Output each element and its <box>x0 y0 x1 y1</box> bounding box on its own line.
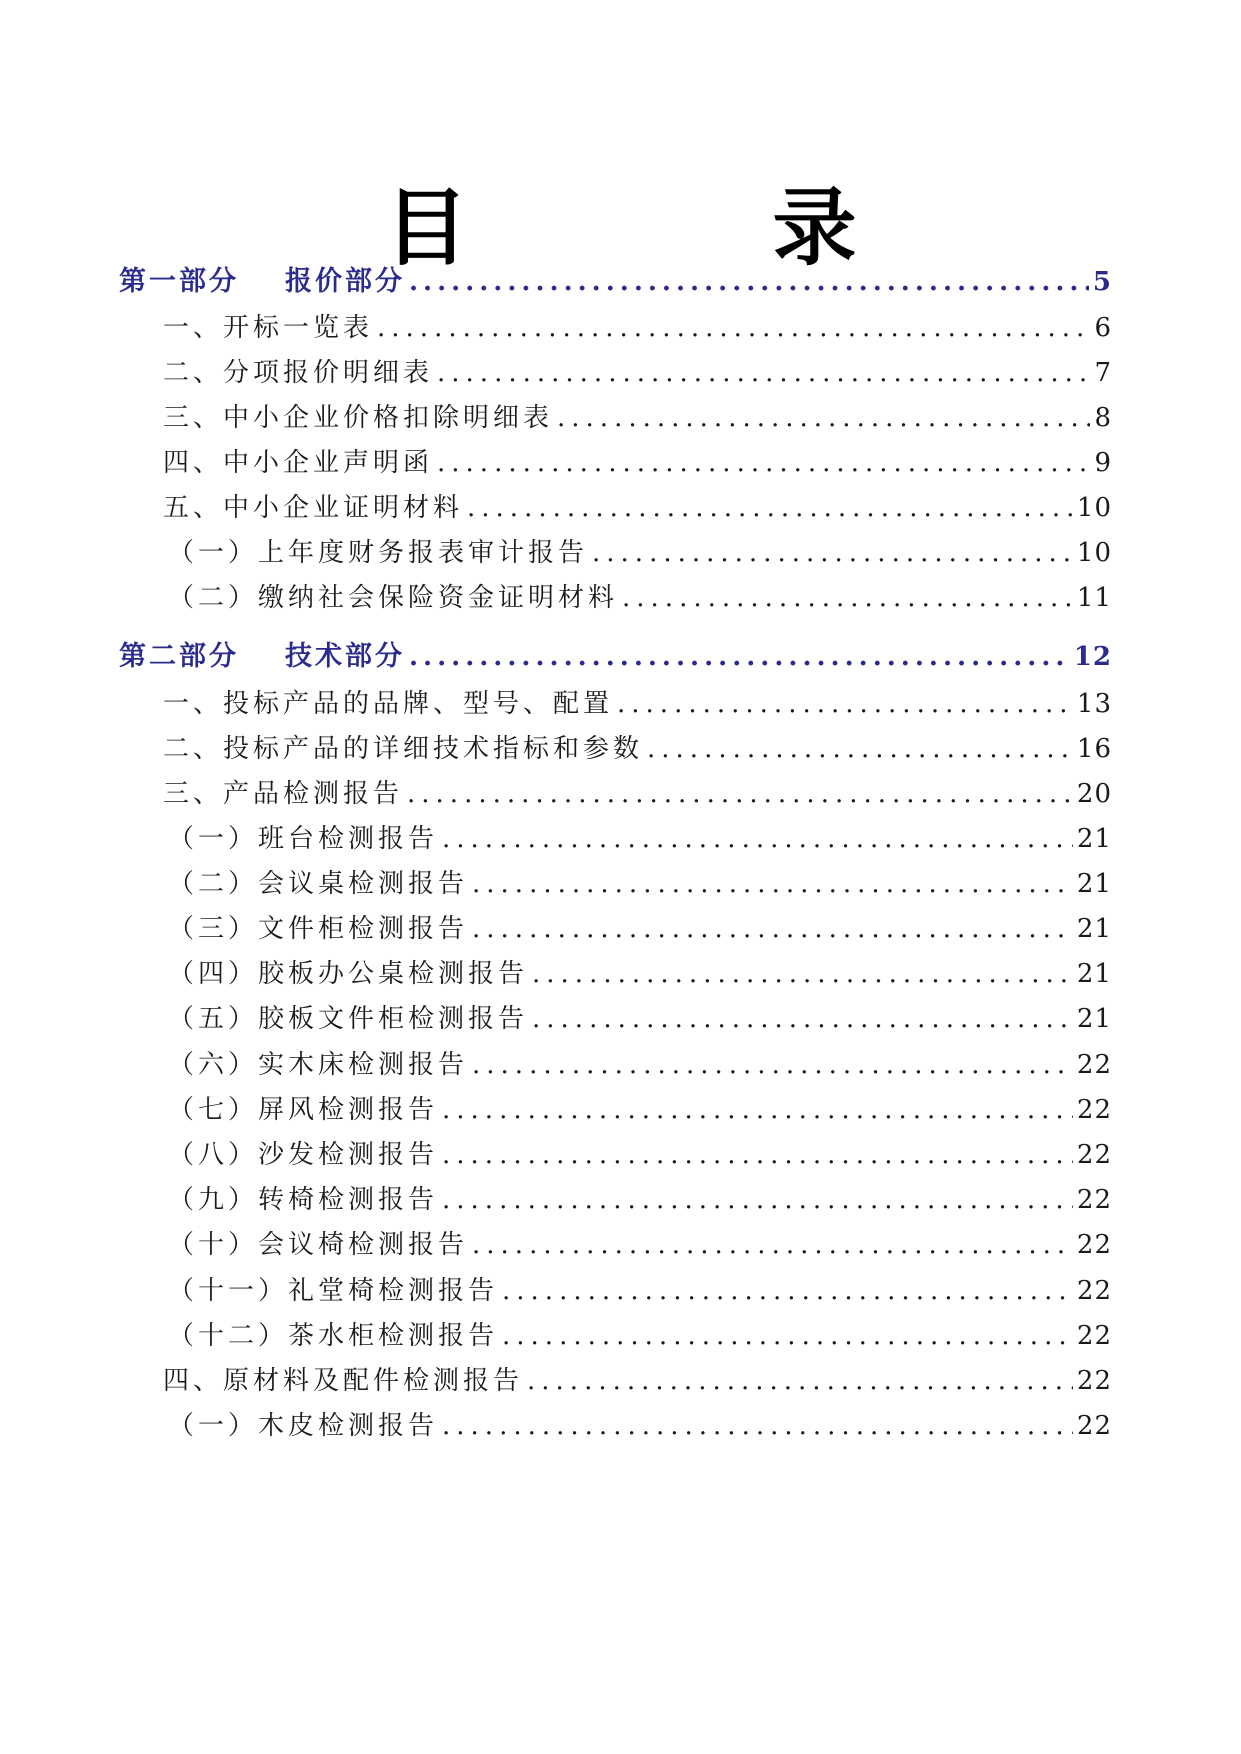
toc-part-label: 第一部分 报价部分 <box>119 266 405 297</box>
dot-leader <box>437 443 1090 483</box>
toc-page-number: 5 <box>1092 267 1112 297</box>
dot-leader <box>617 684 1073 724</box>
toc-page-number: 22 <box>1076 1366 1112 1396</box>
toc-entry-25[interactable] <box>168 1406 1112 1446</box>
toc-entry-13[interactable] <box>168 864 1112 904</box>
toc-entry-7[interactable] <box>168 578 1112 618</box>
toc-entry-label: 二、分项报价明细表 <box>163 358 434 388</box>
toc-entry-16[interactable] <box>168 999 1112 1039</box>
dot-leader <box>442 1406 1073 1446</box>
toc-page-number: 16 <box>1076 734 1112 764</box>
dot-leader <box>532 999 1073 1039</box>
toc-entry-22[interactable] <box>168 1271 1112 1311</box>
toc-entry-label: （一）上年度财务报表审计报告 <box>168 538 589 568</box>
toc-entry-12[interactable] <box>168 819 1112 859</box>
dot-leader <box>442 1135 1073 1175</box>
toc-entry-label: 三、产品检测报告 <box>163 779 404 809</box>
toc-entry-label: 四、中小企业声明函 <box>163 448 434 478</box>
toc-entry-3[interactable] <box>163 398 1112 438</box>
page-title: 目 录 <box>384 179 967 277</box>
dot-leader <box>409 637 1070 677</box>
toc-page-number: 21 <box>1076 869 1112 899</box>
toc-page-number: 6 <box>1094 313 1112 343</box>
toc-entry-label: （三）文件柜检测报告 <box>168 914 469 944</box>
toc-page-number: 22 <box>1076 1185 1112 1215</box>
dot-leader <box>472 909 1073 949</box>
toc-page-number: 21 <box>1076 824 1112 854</box>
toc-entry-label: （一）班台检测报告 <box>168 824 439 854</box>
toc-part-1[interactable] <box>119 262 1112 302</box>
toc-entry-17[interactable] <box>168 1045 1112 1085</box>
toc-entry-14[interactable] <box>168 909 1112 949</box>
toc-entry-6[interactable] <box>168 533 1112 573</box>
dot-leader <box>532 954 1073 994</box>
toc-entry-label: （十一）礼堂椅检测报告 <box>168 1276 499 1306</box>
toc-entry-23[interactable] <box>168 1316 1112 1356</box>
toc-entry-10[interactable] <box>163 729 1112 769</box>
dot-leader <box>472 864 1073 904</box>
toc-entry-label: （五）胶板文件柜检测报告 <box>168 1004 529 1034</box>
dot-leader <box>442 1090 1073 1130</box>
dot-leader <box>442 1180 1073 1220</box>
toc-page-number: 10 <box>1076 538 1112 568</box>
toc-entry-1[interactable] <box>163 308 1112 348</box>
toc-page-number: 12 <box>1073 642 1112 672</box>
toc-page-number: 21 <box>1076 959 1112 989</box>
toc-entry-15[interactable] <box>168 954 1112 994</box>
toc-page-number: 21 <box>1076 914 1112 944</box>
toc-entry-label: 五、中小企业证明材料 <box>163 493 464 523</box>
dot-leader <box>472 1225 1073 1265</box>
toc-entry-label: （十二）茶水柜检测报告 <box>168 1321 499 1351</box>
toc-page-number: 10 <box>1076 493 1112 523</box>
toc-entry-label: （八）沙发检测报告 <box>168 1140 439 1170</box>
toc-page-number: 22 <box>1076 1276 1112 1306</box>
toc-page-number: 22 <box>1076 1140 1112 1170</box>
toc-entry-label: 一、开标一览表 <box>163 313 374 343</box>
dot-leader <box>442 819 1073 859</box>
toc-entry-label: （十）会议椅检测报告 <box>168 1230 469 1260</box>
toc-entry-label: 一、投标产品的品牌、型号、配置 <box>163 689 614 719</box>
toc-entry-19[interactable] <box>168 1135 1112 1175</box>
toc-part-label: 第二部分 技术部分 <box>119 641 405 672</box>
toc-entry-label: （七）屏风检测报告 <box>168 1095 439 1125</box>
toc-page-number: 22 <box>1076 1321 1112 1351</box>
dot-leader <box>592 533 1073 573</box>
toc-page-number: 7 <box>1094 358 1112 388</box>
toc-entry-label: （九）转椅检测报告 <box>168 1185 439 1215</box>
toc-page-number: 11 <box>1076 583 1112 613</box>
toc-entry-label: 四、原材料及配件检测报告 <box>163 1366 524 1396</box>
toc-page-number: 13 <box>1076 689 1112 719</box>
dot-leader <box>467 488 1073 528</box>
toc-entry-11[interactable] <box>163 774 1112 814</box>
toc-entry-label: 三、中小企业价格扣除明细表 <box>163 403 554 433</box>
toc-page-number: 22 <box>1076 1411 1112 1441</box>
toc-page-number: 22 <box>1076 1050 1112 1080</box>
toc-entry-label: 二、投标产品的详细技术指标和参数 <box>163 734 644 764</box>
dot-leader <box>502 1316 1073 1356</box>
toc-page-number: 8 <box>1094 403 1112 433</box>
dot-leader <box>407 774 1073 814</box>
dot-leader <box>502 1271 1073 1311</box>
dot-leader <box>647 729 1073 769</box>
toc-entry-9[interactable] <box>163 684 1112 724</box>
toc-entry-4[interactable] <box>163 443 1112 483</box>
toc-entry-label: （四）胶板办公桌检测报告 <box>168 959 529 989</box>
toc-entry-label: （六）实木床检测报告 <box>168 1050 469 1080</box>
toc-page-number: 9 <box>1094 448 1112 478</box>
dot-leader <box>622 578 1073 618</box>
dot-leader <box>557 398 1090 438</box>
toc-part-2[interactable] <box>119 637 1112 677</box>
toc-page-number: 21 <box>1076 1004 1112 1034</box>
dot-leader <box>377 308 1090 348</box>
toc-page-number: 22 <box>1076 1095 1112 1125</box>
toc-entry-label: （二）缴纳社会保险资金证明材料 <box>168 583 619 613</box>
toc-page-number: 20 <box>1076 779 1112 809</box>
toc-entry-21[interactable] <box>168 1225 1112 1265</box>
toc-entry-5[interactable] <box>163 488 1112 528</box>
toc-page-number: 22 <box>1076 1230 1112 1260</box>
toc-entry-20[interactable] <box>168 1180 1112 1220</box>
dot-leader <box>527 1361 1073 1401</box>
toc-entry-label: （一）木皮检测报告 <box>168 1411 439 1441</box>
toc-entry-24[interactable] <box>163 1361 1112 1401</box>
dot-leader <box>472 1045 1073 1085</box>
toc-entry-label: （二）会议桌检测报告 <box>168 869 469 899</box>
toc-entry-18[interactable] <box>168 1090 1112 1130</box>
dot-leader <box>409 262 1089 302</box>
dot-leader <box>437 353 1090 393</box>
toc-entry-2[interactable] <box>163 353 1112 393</box>
